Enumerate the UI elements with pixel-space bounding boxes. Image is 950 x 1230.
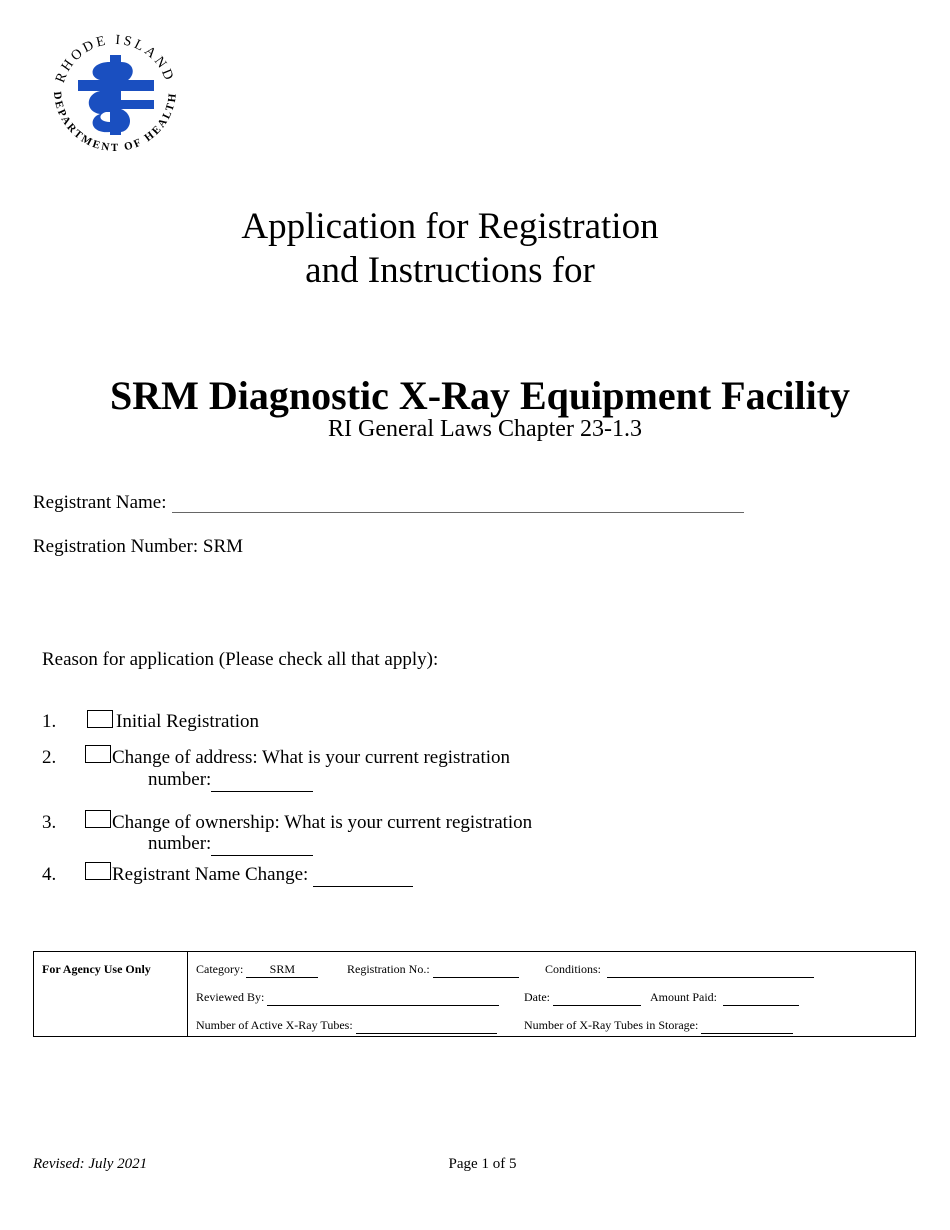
logo-arc-top-text: RHODE ISLAND — [53, 32, 177, 85]
logo-arc-bottom-text: DEPARTMENT OF HEALTH — [50, 90, 180, 155]
option-label: Initial Registration — [116, 711, 260, 732]
registrant-name-label: Registrant Name: — [33, 492, 167, 513]
storage-tubes-label: Number of X-Ray Tubes in Storage: — [524, 1018, 699, 1032]
conditions-label: Conditions: — [545, 962, 602, 976]
reviewed-by-field[interactable] — [267, 990, 499, 1006]
agency-divider — [187, 952, 188, 1036]
current-registration-number-field[interactable] — [211, 833, 313, 856]
agency-amount-paid — [650, 990, 799, 1006]
active-tubes-label: Number of Active X-Ray Tubes: — [196, 1018, 353, 1032]
option-number: 4. — [42, 864, 57, 885]
option-checkbox-registrant-name-change[interactable] — [85, 862, 111, 880]
active-tubes-field[interactable] — [356, 1018, 497, 1034]
subtitle: RI General Laws Chapter 23-1.3 — [328, 416, 642, 442]
title-line-1: Application for Registration — [241, 206, 659, 247]
registration-number-label — [33, 536, 243, 558]
registration-number-value: SRM — [202, 536, 244, 557]
agency-registration-no — [347, 962, 519, 978]
category-value: SRM — [246, 962, 318, 978]
option-label: Registrant Name Change: — [112, 864, 309, 885]
category-label: Category: — [196, 962, 244, 976]
reviewed-by-label: Reviewed By: — [196, 990, 265, 1004]
storage-tubes-field[interactable] — [701, 1018, 793, 1034]
title-line-2: and Instructions for — [305, 250, 595, 291]
registrant-name-field[interactable] — [172, 512, 744, 513]
logo-cross-emblem — [78, 55, 154, 135]
option-number: 3. — [42, 812, 57, 833]
agency-storage-tubes — [524, 1018, 793, 1034]
registration-number-label-text: Registration Number: — [33, 536, 199, 557]
revised-date: Revised: July 2021 — [33, 1156, 148, 1172]
option-checkbox-initial-registration[interactable] — [87, 710, 113, 728]
agency-use-box — [33, 951, 916, 1037]
date-label: Date: — [524, 990, 550, 1004]
option-number: 2. — [42, 747, 57, 768]
main-title: SRM Diagnostic X-Ray Equipment Facility — [110, 373, 850, 418]
option-checkbox-change-of-ownership[interactable] — [85, 810, 111, 828]
option-sub-line — [148, 833, 313, 856]
registration-no-field[interactable] — [433, 962, 519, 978]
agency-date — [524, 990, 641, 1006]
agency-heading: For Agency Use Only — [42, 962, 151, 976]
rhode-island-department-of-health-logo — [40, 22, 190, 172]
page-number: Page 1 of 5 — [448, 1156, 517, 1172]
option-sub-line — [148, 769, 313, 792]
conditions-field[interactable] — [607, 962, 814, 978]
option-label: Change of address: What is your current registration — [112, 747, 511, 768]
option-label-line — [112, 864, 413, 887]
agency-active-tubes — [196, 1018, 497, 1034]
agency-reviewed-by — [196, 990, 499, 1006]
new-registrant-name-field[interactable] — [313, 864, 413, 887]
option-number: 1. — [42, 711, 57, 732]
amount-paid-label: Amount Paid: — [650, 990, 718, 1004]
date-field[interactable] — [553, 990, 641, 1006]
registration-no-label: Registration No.: — [347, 962, 430, 976]
option-checkbox-change-of-address[interactable] — [85, 745, 111, 763]
amount-paid-field[interactable] — [723, 990, 799, 1006]
agency-conditions — [545, 962, 814, 978]
current-registration-number-field[interactable] — [211, 769, 313, 792]
option-sub-label: number: — [148, 769, 212, 790]
option-label: Change of ownership: What is your current registration — [112, 812, 533, 833]
agency-category — [196, 962, 318, 978]
reason-heading: Reason for application (Please check all that apply): — [42, 649, 439, 670]
option-sub-label: number: — [148, 833, 212, 854]
